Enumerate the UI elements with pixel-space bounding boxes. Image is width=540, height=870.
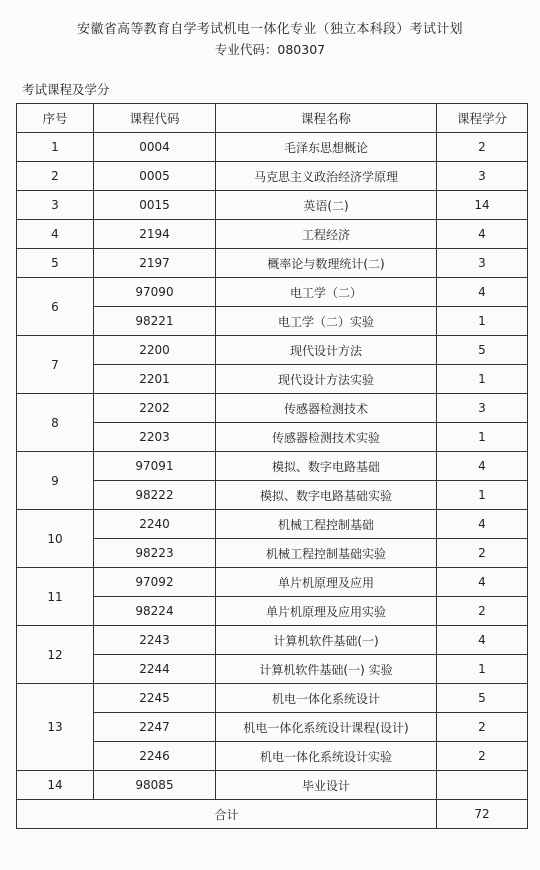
row-number: 7	[17, 336, 94, 394]
row-number: 4	[17, 220, 94, 249]
table-row	[17, 626, 528, 655]
course-credit: 3	[437, 249, 528, 278]
course-code: 2244	[94, 655, 216, 684]
course-code: 98222	[94, 481, 216, 510]
row-number: 3	[17, 191, 94, 220]
table-row	[17, 684, 528, 713]
course-credit: 2	[437, 742, 528, 771]
table-row	[17, 307, 528, 336]
course-code: 98223	[94, 539, 216, 568]
course-table	[16, 103, 528, 829]
row-number: 2	[17, 162, 94, 191]
table-header-row	[17, 104, 528, 133]
course-name: 机电一体化系统设计	[216, 684, 437, 713]
course-name: 模拟、数字电路基础	[216, 452, 437, 481]
row-number: 6	[17, 278, 94, 336]
course-name: 毛泽东思想概论	[216, 133, 437, 162]
course-code: 2243	[94, 626, 216, 655]
course-code: 2245	[94, 684, 216, 713]
table-row	[17, 713, 528, 742]
course-code: 2197	[94, 249, 216, 278]
course-credit	[437, 771, 528, 800]
course-code: 0004	[94, 133, 216, 162]
course-credit: 1	[437, 365, 528, 394]
course-credit: 1	[437, 307, 528, 336]
table-row	[17, 162, 528, 191]
course-code: 2247	[94, 713, 216, 742]
course-credit: 4	[437, 220, 528, 249]
row-number: 9	[17, 452, 94, 510]
course-name: 马克思主义政治经济学原理	[216, 162, 437, 191]
course-credit: 4	[437, 510, 528, 539]
course-code: 97090	[94, 278, 216, 307]
course-name: 毕业设计	[216, 771, 437, 800]
row-number: 13	[17, 684, 94, 771]
course-code: 2194	[94, 220, 216, 249]
table-row	[17, 771, 528, 800]
course-name: 现代设计方法实验	[216, 365, 437, 394]
course-code: 0015	[94, 191, 216, 220]
course-credit: 14	[437, 191, 528, 220]
course-name: 机械工程控制基础实验	[216, 539, 437, 568]
course-code: 2203	[94, 423, 216, 452]
total-value: 72	[437, 800, 528, 829]
header-credit: 课程学分	[437, 104, 528, 133]
course-code: 97092	[94, 568, 216, 597]
course-name: 单片机原理及应用实验	[216, 597, 437, 626]
course-name: 传感器检测技术实验	[216, 423, 437, 452]
course-name: 电工学（二）	[216, 278, 437, 307]
table-row	[17, 394, 528, 423]
course-code: 2201	[94, 365, 216, 394]
course-credit: 4	[437, 568, 528, 597]
course-code: 2202	[94, 394, 216, 423]
course-name: 计算机软件基础(一) 实验	[216, 655, 437, 684]
course-credit: 1	[437, 655, 528, 684]
course-code: 2246	[94, 742, 216, 771]
course-code: 98221	[94, 307, 216, 336]
table-row	[17, 191, 528, 220]
header-name: 课程名称	[216, 104, 437, 133]
table-row	[17, 249, 528, 278]
course-name: 计算机软件基础(一)	[216, 626, 437, 655]
course-credit: 4	[437, 452, 528, 481]
course-code: 2200	[94, 336, 216, 365]
row-number: 5	[17, 249, 94, 278]
course-credit: 2	[437, 597, 528, 626]
table-row	[17, 365, 528, 394]
course-credit: 1	[437, 481, 528, 510]
header-code: 课程代码	[94, 104, 216, 133]
course-credit: 2	[437, 539, 528, 568]
major-code: 专业代码：080307	[214, 42, 326, 57]
table-body	[17, 133, 528, 800]
course-credit: 4	[437, 626, 528, 655]
total-label: 合计	[17, 800, 437, 829]
course-credit: 2	[437, 133, 528, 162]
course-credit: 3	[437, 394, 528, 423]
table-row	[17, 742, 528, 771]
table-row	[17, 336, 528, 365]
header-number: 序号	[17, 104, 94, 133]
course-name: 电工学（二）实验	[216, 307, 437, 336]
row-number: 11	[17, 568, 94, 626]
course-name: 机电一体化系统设计实验	[216, 742, 437, 771]
table-row	[17, 597, 528, 626]
course-credit: 4	[437, 278, 528, 307]
table-row	[17, 539, 528, 568]
course-credit: 3	[437, 162, 528, 191]
course-name: 英语(二)	[216, 191, 437, 220]
course-name: 工程经济	[216, 220, 437, 249]
table-row	[17, 278, 528, 307]
table-row	[17, 452, 528, 481]
course-credit: 5	[437, 336, 528, 365]
course-credit: 2	[437, 713, 528, 742]
row-number: 8	[17, 394, 94, 452]
section-label: 考试课程及学分	[22, 82, 110, 97]
table-row	[17, 133, 528, 162]
row-number: 10	[17, 510, 94, 568]
course-code: 0005	[94, 162, 216, 191]
course-name: 概率论与数理统计(二)	[216, 249, 437, 278]
row-number: 12	[17, 626, 94, 684]
course-name: 机械工程控制基础	[216, 510, 437, 539]
table-row	[17, 220, 528, 249]
table-row	[17, 510, 528, 539]
table-row	[17, 655, 528, 684]
table-row	[17, 423, 528, 452]
course-code: 98085	[94, 771, 216, 800]
row-number: 1	[17, 133, 94, 162]
course-name: 模拟、数字电路基础实验	[216, 481, 437, 510]
course-code: 2240	[94, 510, 216, 539]
total-row	[17, 800, 528, 829]
course-name: 传感器检测技术	[216, 394, 437, 423]
course-name: 现代设计方法	[216, 336, 437, 365]
course-code: 98224	[94, 597, 216, 626]
course-name: 单片机原理及应用	[216, 568, 437, 597]
course-credit: 1	[437, 423, 528, 452]
table-row	[17, 481, 528, 510]
row-number: 14	[17, 771, 94, 800]
course-credit: 5	[437, 684, 528, 713]
course-code: 97091	[94, 452, 216, 481]
course-name: 机电一体化系统设计课程(设计)	[216, 713, 437, 742]
document-title: 安徽省高等教育自学考试机电一体化专业（独立本科段）考试计划	[77, 22, 463, 37]
table-row	[17, 568, 528, 597]
